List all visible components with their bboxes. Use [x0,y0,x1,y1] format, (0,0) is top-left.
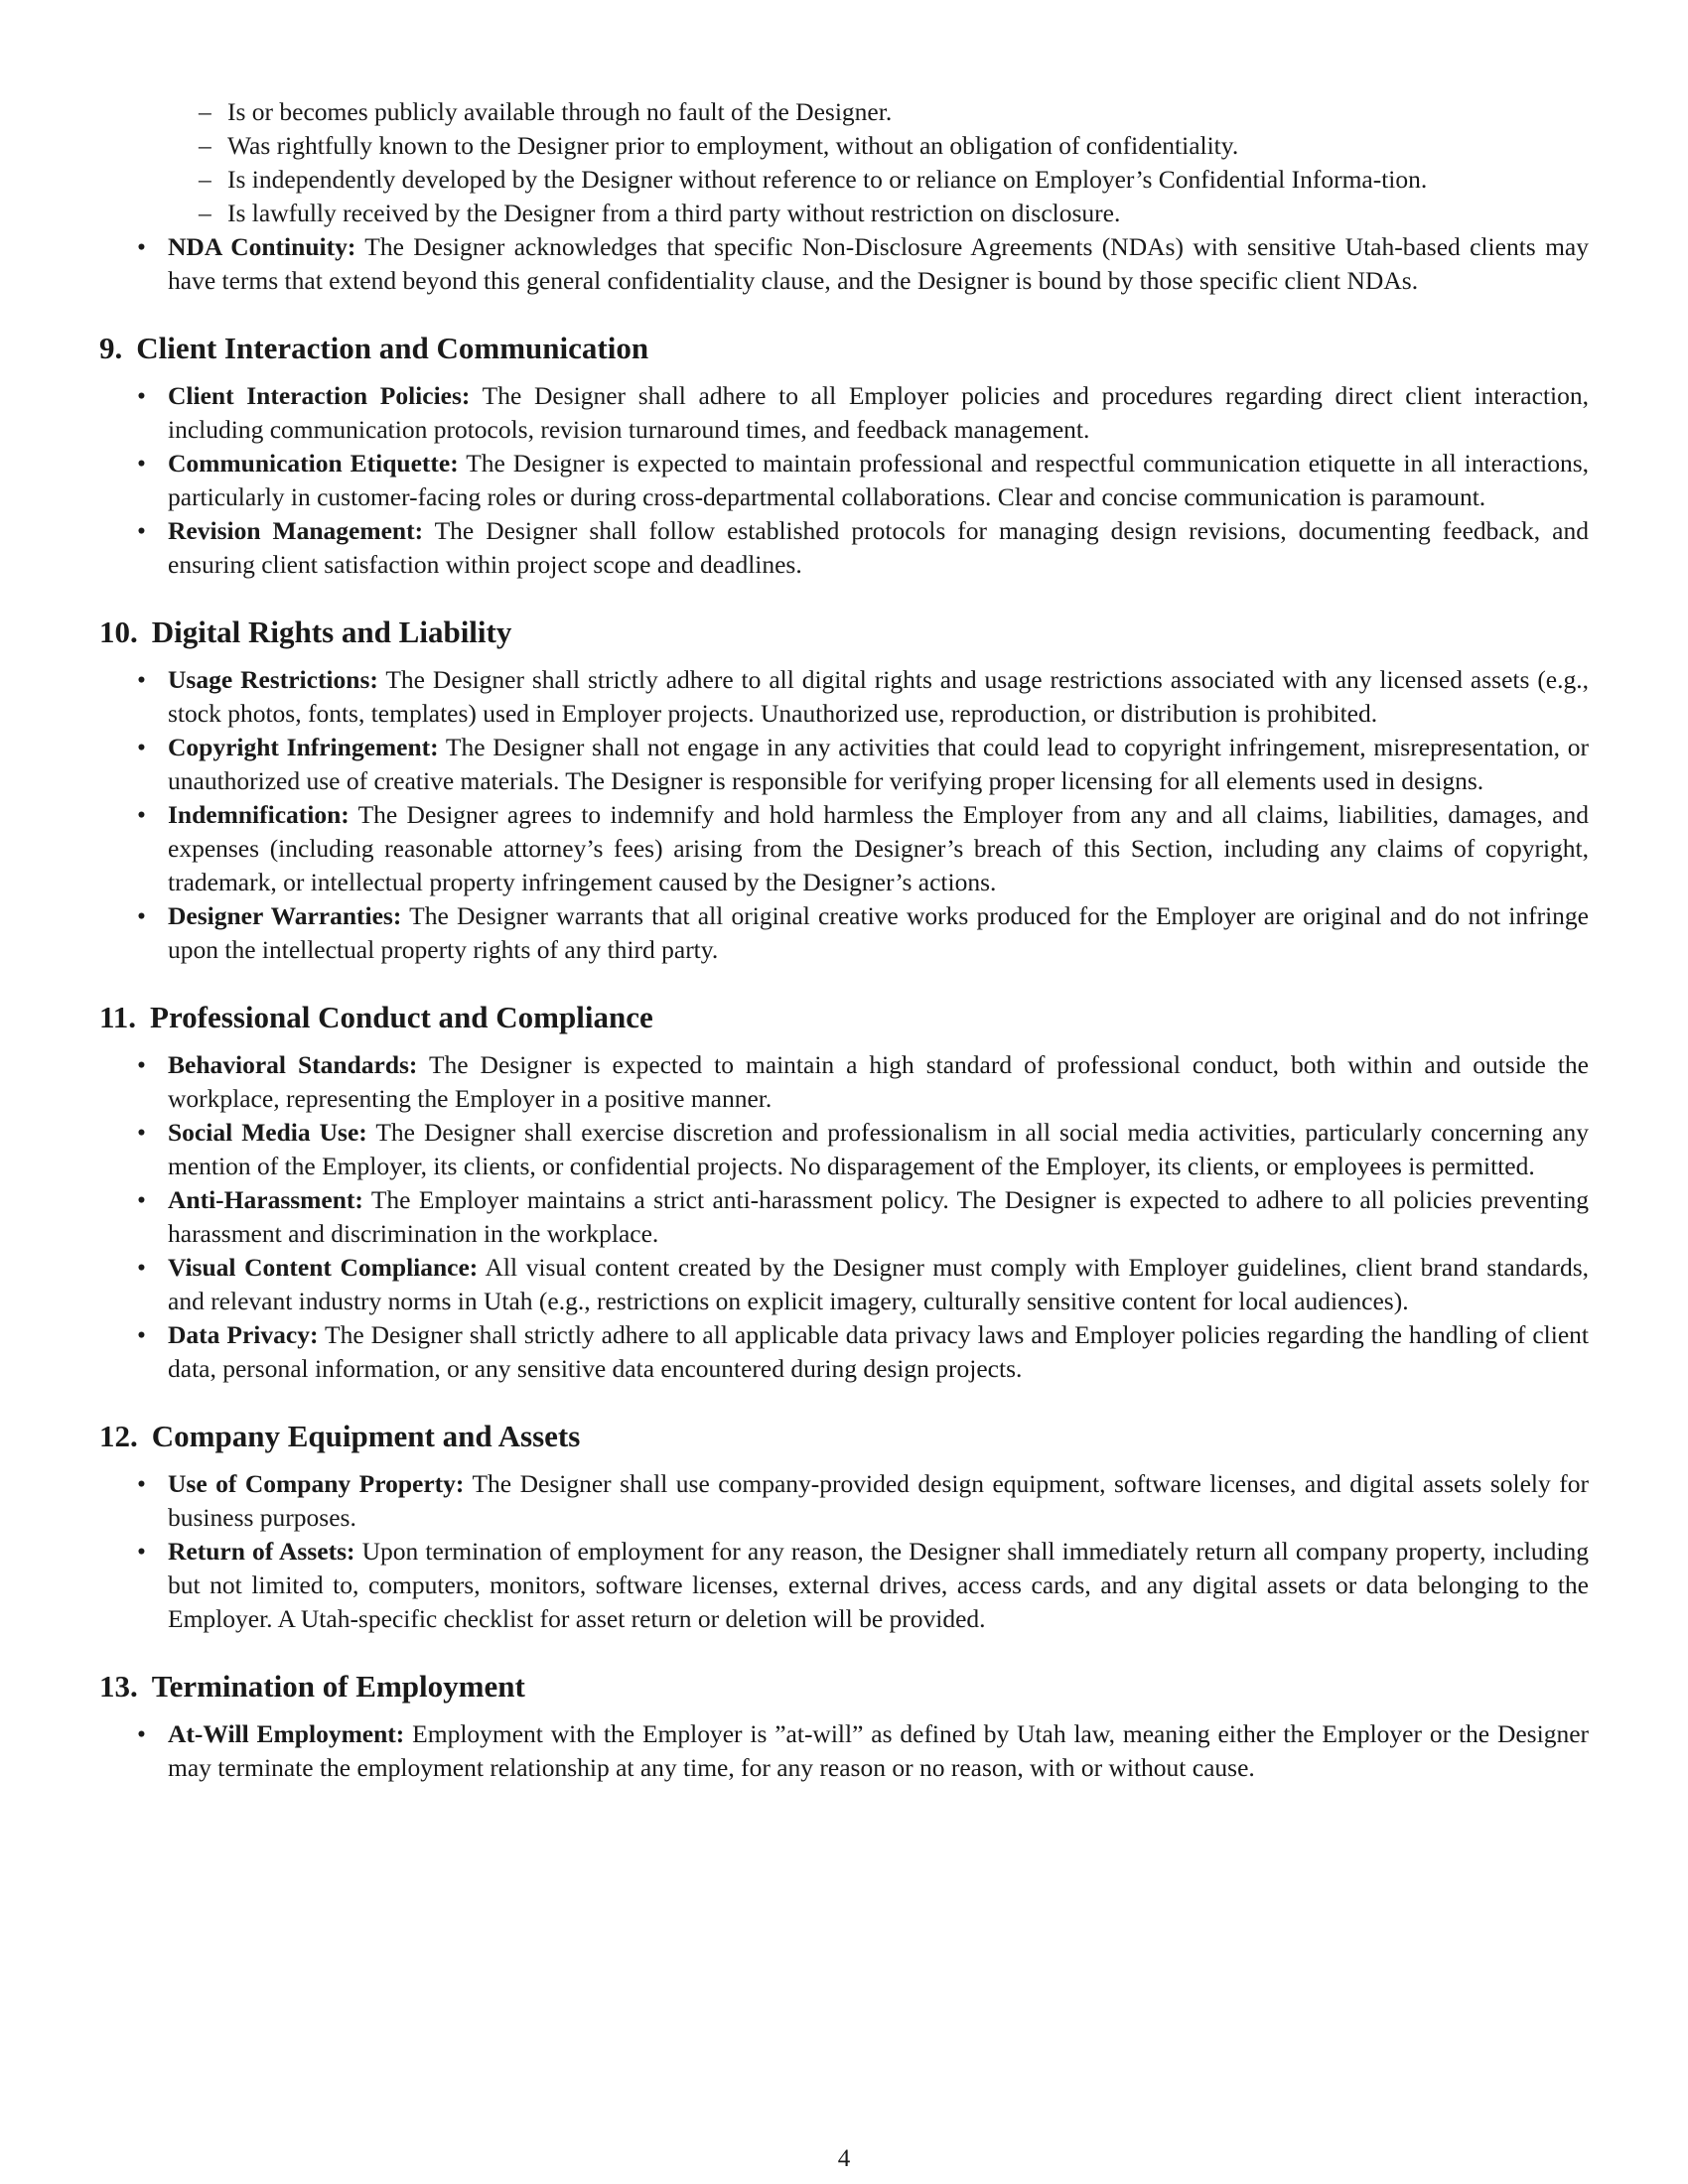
list-item [137,1183,1589,1251]
list-item [137,447,1589,514]
section-12 [99,1417,1589,1636]
section-heading [99,613,1589,652]
list-item [137,1251,1589,1318]
term-text: The Designer shall use company-provided design equipment, software licenses, and digital assets solely for business purposes. [168,1469,1589,1532]
term-text: The Designer agrees to indemnify and hold harmless the Employer from any and all claims, liabilities, damages, and expenses (including reasonable attorney’s fees) arising from the Designer’s breach of this Section, including any claims of copyright, trademark, or intellectual property infringement caused by the Designer’s actions. [168,800,1589,896]
document-page [99,95,1589,1785]
section-title: Digital Rights and Liability [151,614,512,649]
section-heading [99,998,1589,1037]
term-text: The Designer shall follow established protocols for managing design revisions, documenting feedback, and ensuring client satisfaction within project scope and deadlines. [168,516,1589,579]
section-number: 13. [99,1669,138,1704]
section-title: Client Interaction and Communication [136,331,649,365]
section-heading [99,1417,1589,1456]
term-text: The Designer acknowledges that specific Non-Disclosure Agreements (NDAs) with sensitive Utah-based clients may have terms that extend beyond this general confidentiality clause, and the Designer is bound by those specific client NDAs. [168,232,1589,295]
term-text: All visual content created by the Designer must comply with Employer guidelines, client brand standards, and relevant industry norms in Utah (e.g., restrictions on explicit imagery, culturally sensitive content for local audiences). [168,1253,1590,1315]
term-text: Upon termination of employment for any reason, the Designer shall immediately return all company property, including but not limited to, computers, monitors, software licenses, external drives, access cards, and any digital assets or data belonging to the Employer. A Utah-specific checklist for asset return or deletion will be provided. [168,1537,1589,1633]
term-label: At-Will Employment: [168,1719,405,1748]
section-number: 9. [99,331,123,365]
section-items [137,379,1589,582]
list-item [137,1048,1589,1116]
section-heading [99,329,1589,368]
exclusions-list [199,95,1589,230]
list-item [137,798,1589,899]
section-title: Company Equipment and Assets [151,1419,581,1453]
section-13 [99,1667,1589,1785]
section-9 [99,329,1589,582]
list-item: – Was rightfully known to the Designer prior to employment, without an obligation of confidentiality. [199,129,1589,163]
list-item [137,1717,1589,1785]
page-number: 4 [837,2145,851,2172]
term-label: Copyright Infringement: [168,733,439,761]
term-label: Social Media Use: [168,1118,367,1147]
nda-list [137,230,1589,298]
section-number: 11. [99,1000,137,1034]
term-label: Behavioral Standards: [168,1050,418,1079]
list-item [137,1318,1589,1386]
list-item [137,663,1589,731]
term-label: Client Interaction Policies: [168,381,471,410]
section-heading [99,1667,1589,1706]
term-text: The Designer warrants that all original creative works produced for the Employer are original and do not infringe upon the intellectual property rights of any third party. [168,901,1589,964]
section-number: 12. [99,1419,138,1453]
term-label: Revision Management: [168,516,424,545]
term-text: The Designer is expected to maintain a high standard of professional conduct, both within and outside the workplace, representing the Employer in a positive manner. [168,1050,1589,1113]
section-number: 10. [99,614,138,649]
list-item [137,731,1589,798]
term-label: Visual Content Compliance: [168,1253,479,1282]
term-label: Communication Etiquette: [168,449,459,478]
list-item [137,514,1589,582]
term-text: The Employer maintains a strict anti-harassment policy. The Designer is expected to adhere to all policies preventing harassment and discrimination in the workplace. [168,1185,1589,1248]
section-title: Termination of Employment [151,1669,525,1704]
section-items [137,1717,1589,1785]
term-text: The Designer shall exercise discretion and professionalism in all social media activities, particularly concerning any mention of the Employer, its clients, or confidential projects. No disparagement of the Employer, its clients, or employees is permitted. [168,1118,1589,1180]
term-label: NDA Continuity: [168,232,356,261]
list-item [137,1116,1589,1183]
section-items [137,1467,1589,1636]
section-10 [99,613,1589,967]
section-items [137,1048,1589,1386]
term-label: Return of Assets: [168,1537,355,1566]
term-text: The Designer shall strictly adhere to all digital rights and usage restrictions associated with any licensed assets (e.g., stock photos, fonts, templates) used in Employer projects. Unauthorized use, reproduction, or distribution is prohibited. [168,665,1589,728]
term-label: Use of Company Property: [168,1469,465,1498]
term-text: The Designer shall not engage in any activities that could lead to copyright infringement, misrepresentation, or unauthorized use of creative materials. The Designer is responsible for verifying proper licensing for all elements used in designs. [168,733,1589,795]
list-item [137,379,1589,447]
section-items [137,663,1589,967]
list-item [137,1467,1589,1535]
list-item-nda-continuity [137,230,1589,298]
term-label: Data Privacy: [168,1320,319,1349]
term-text: The Designer shall adhere to all Employer policies and procedures regarding direct client interaction, including communication protocols, revision turnaround times, and feedback management. [168,381,1589,444]
list-item: – Is independently developed by the Designer without reference to or reliance on Employer’s Confidential Informa-tion. [199,163,1589,197]
term-label: Indemnification: [168,800,350,829]
term-text: The Designer is expected to maintain professional and respectful communication etiquette in all interactions, particularly in customer-facing roles or during cross-departmental collaborations. Clear and concise communication is paramount. [168,449,1589,511]
list-item [137,1535,1589,1636]
term-text: The Designer shall strictly adhere to all applicable data privacy laws and Employer policies regarding the handling of client data, personal information, or any sensitive data encountered during design projects. [168,1320,1589,1383]
list-item [137,899,1589,967]
term-text: Employment with the Employer is ”at-will” as defined by Utah law, meaning either the Employer or the Designer may terminate the employment relationship at any time, for any reason or no reason, with or without cause. [168,1719,1589,1782]
term-label: Designer Warranties: [168,901,402,930]
section-11 [99,998,1589,1386]
term-label: Usage Restrictions: [168,665,378,694]
list-item: – Is or becomes publicly available through no fault of the Designer. [199,95,1589,129]
list-item: – Is lawfully received by the Designer from a third party without restriction on disclosure. [199,197,1589,230]
section-title: Professional Conduct and Compliance [150,1000,653,1034]
term-label: Anti-Harassment: [168,1185,363,1214]
